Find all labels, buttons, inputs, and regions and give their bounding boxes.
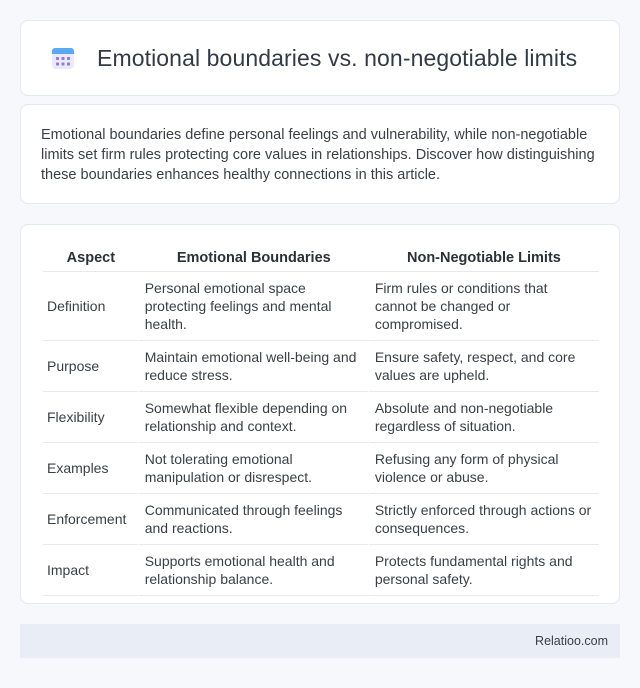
cell-emotional: Maintain emotional well-being and reduce stress. bbox=[139, 341, 369, 392]
table-row bbox=[43, 545, 599, 596]
cell-aspect: Impact bbox=[43, 545, 139, 596]
cell-emotional: Personal emotional space protecting feelings and mental health. bbox=[139, 272, 369, 341]
cell-aspect: Examples bbox=[43, 443, 139, 494]
table-row bbox=[43, 392, 599, 443]
cell-emotional: Not tolerating emotional manipulation or disrespect. bbox=[139, 443, 369, 494]
column-header-limits: Non-Negotiable Limits bbox=[369, 245, 599, 272]
footer-brand-link[interactable]: Relatioo.com bbox=[535, 634, 608, 648]
calendar-grid-icon bbox=[49, 44, 77, 72]
intro-text: Emotional boundaries define personal feelings and vulnerability, while non-negotiable limits set firm rules protecting core values in relationships. Discover how distinguishing these boundaries enhances healthy connections in this article. bbox=[41, 127, 595, 183]
cell-emotional: Communicated through feelings and reactions. bbox=[139, 494, 369, 545]
column-header-aspect: Aspect bbox=[43, 245, 139, 272]
cell-aspect: Purpose bbox=[43, 341, 139, 392]
table-row bbox=[43, 272, 599, 341]
comparison-table bbox=[43, 245, 599, 596]
title-card bbox=[20, 20, 620, 96]
cell-emotional: Somewhat flexible depending on relationship and context. bbox=[139, 392, 369, 443]
table-header-row bbox=[43, 245, 599, 272]
table-row bbox=[43, 494, 599, 545]
cell-aspect: Flexibility bbox=[43, 392, 139, 443]
intro-card bbox=[20, 104, 620, 204]
column-header-emotional: Emotional Boundaries bbox=[139, 245, 369, 272]
cell-limits: Protects fundamental rights and personal safety. bbox=[369, 545, 599, 596]
cell-emotional: Supports emotional health and relationship balance. bbox=[139, 545, 369, 596]
footer bbox=[20, 624, 620, 658]
cell-limits: Strictly enforced through actions or consequences. bbox=[369, 494, 599, 545]
cell-limits: Ensure safety, respect, and core values are upheld. bbox=[369, 341, 599, 392]
cell-aspect: Definition bbox=[43, 272, 139, 341]
table-row bbox=[43, 443, 599, 494]
comparison-card bbox=[20, 224, 620, 604]
cell-aspect: Enforcement bbox=[43, 494, 139, 545]
cell-limits: Firm rules or conditions that cannot be changed or compromised. bbox=[369, 272, 599, 341]
cell-limits: Refusing any form of physical violence or abuse. bbox=[369, 443, 599, 494]
table-row bbox=[43, 341, 599, 392]
page-title: Emotional boundaries vs. non-negotiable limits bbox=[97, 44, 578, 71]
cell-limits: Absolute and non-negotiable regardless of situation. bbox=[369, 392, 599, 443]
